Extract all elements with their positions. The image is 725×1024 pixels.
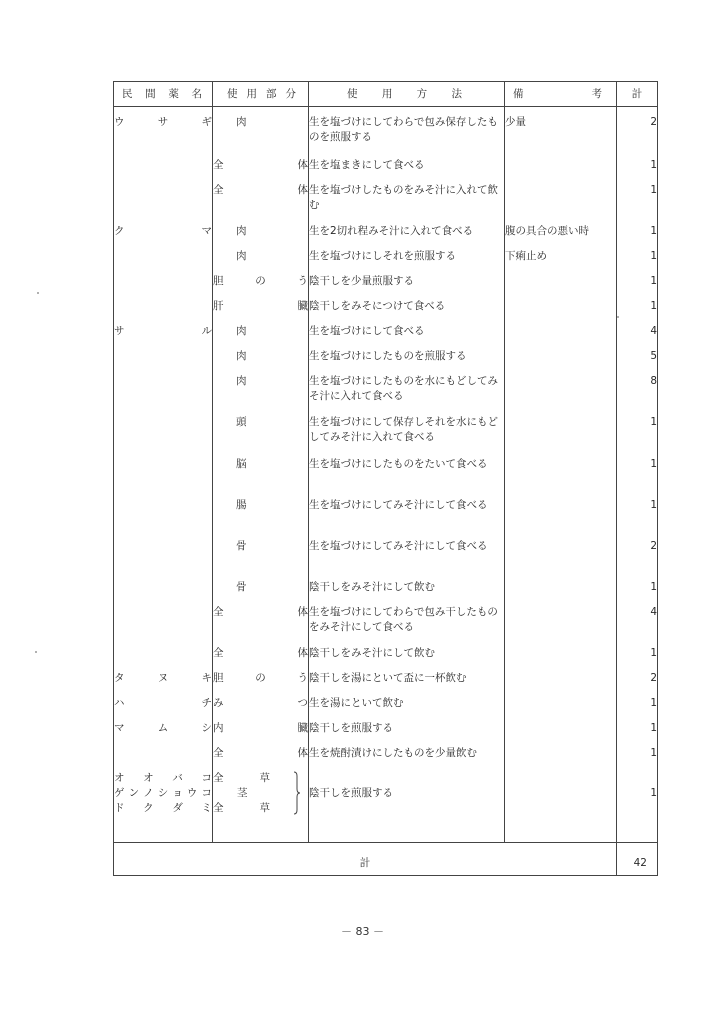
- table-row: [114, 407, 658, 449]
- cell-name: [114, 490, 213, 531]
- total-row: [114, 843, 658, 876]
- cell-name: [114, 341, 213, 366]
- cell-part: 脳: [213, 449, 309, 490]
- cell-method: 陰干しをみそ汁にして飲む: [309, 638, 505, 663]
- cell-name: [114, 241, 213, 266]
- cell-count: 1: [617, 638, 658, 663]
- cell-part: 内 臓: [213, 713, 309, 738]
- cell-note: 腹の具合の悪い時: [505, 216, 617, 241]
- cell-count: 1: [617, 572, 658, 597]
- cell-note: [505, 316, 617, 341]
- table-row: [114, 531, 658, 572]
- cell-name: マ ム シ: [114, 713, 213, 738]
- table-row: [114, 316, 658, 341]
- scan-speck: [617, 316, 619, 318]
- cell-count: 5: [617, 341, 658, 366]
- cell-note: [505, 763, 617, 843]
- cell-part: 胆 の う: [213, 266, 309, 291]
- cell-part: 肉: [213, 216, 309, 241]
- cell-name: ウ サ ギ: [114, 107, 213, 150]
- header-row: [114, 82, 658, 107]
- cell-part: 骨: [213, 572, 309, 597]
- cell-note: [505, 341, 617, 366]
- cell-name: [114, 638, 213, 663]
- scan-speck: [37, 292, 39, 294]
- table-row: [114, 663, 658, 688]
- cell-method: 生を塩づけにしたものを煎服する: [309, 341, 505, 366]
- cell-name: ク マ: [114, 216, 213, 241]
- cell-part: 肉: [213, 366, 309, 407]
- page-number: － 83 －: [341, 925, 384, 938]
- header-count: 計: [617, 82, 658, 107]
- cell-method: 生を塩づけにして保存しそれを水にもどしてみそ汁に入れて食べる: [309, 407, 505, 449]
- cell-count: 1: [617, 241, 658, 266]
- cell-count: 1: [617, 449, 658, 490]
- cell-method: 生を塩づけにしそれを煎服する: [309, 241, 505, 266]
- table-row: [114, 175, 658, 216]
- table-row: [114, 713, 658, 738]
- cell-part: 肉: [213, 241, 309, 266]
- cell-part: 全 体: [213, 150, 309, 175]
- cell-method: 生を塩づけにしたものを水にもどしてみそ汁に入れて食べる: [309, 366, 505, 407]
- cell-method: 陰干しをみそ汁にして飲む: [309, 572, 505, 597]
- cell-count: 2: [617, 663, 658, 688]
- cell-note: [505, 663, 617, 688]
- cell-part: 骨: [213, 531, 309, 572]
- cell-method: 生を塩づけにしてわらで包み干したものをみそ汁にして食べる: [309, 597, 505, 638]
- cell-method: 陰干しを煎服する: [309, 763, 505, 843]
- cell-method: 生を湯にといて飲む: [309, 688, 505, 713]
- cell-part: 肉: [213, 107, 309, 150]
- cell-part: 全 体: [213, 597, 309, 638]
- cell-method: 生を塩づけにしてみそ汁にして食べる: [309, 531, 505, 572]
- cell-count: 1: [617, 175, 658, 216]
- cell-part: 頭: [213, 407, 309, 449]
- cell-note: [505, 531, 617, 572]
- table-row: [114, 449, 658, 490]
- cell-note: [505, 638, 617, 663]
- cell-method: 生を塩づけにしてみそ汁にして食べる: [309, 490, 505, 531]
- cell-method: 生を塩まきにして食べる: [309, 150, 505, 175]
- cell-count: 1: [617, 490, 658, 531]
- cell-part: 肉: [213, 316, 309, 341]
- cell-note: [505, 150, 617, 175]
- cell-name: [114, 175, 213, 216]
- cell-name: タ ヌ キ: [114, 663, 213, 688]
- cell-count: 8: [617, 366, 658, 407]
- table-row: [114, 241, 658, 266]
- header-name: 民 間 薬 名: [114, 82, 213, 107]
- cell-method: 陰干しを湯にといて盃に一杯飲む: [309, 663, 505, 688]
- folk-medicine-table: [113, 81, 658, 876]
- cell-method: 生を塩づけにして食べる: [309, 316, 505, 341]
- cell-count: 1: [617, 763, 658, 843]
- cell-part: 全 体: [213, 638, 309, 663]
- cell-part: 腸: [213, 490, 309, 531]
- table-row: [114, 572, 658, 597]
- cell-count: 2: [617, 107, 658, 150]
- table-row: [114, 266, 658, 291]
- cell-method: 陰干しを煎服する: [309, 713, 505, 738]
- cell-note: [505, 713, 617, 738]
- cell-name: [114, 366, 213, 407]
- table-row-grouped: [114, 763, 658, 843]
- cell-count: 1: [617, 266, 658, 291]
- cell-name: [114, 572, 213, 597]
- cell-part: 肉: [213, 341, 309, 366]
- cell-part: 肝 臓: [213, 291, 309, 316]
- cell-name: サ ル: [114, 316, 213, 341]
- cell-note: 下痢止め: [505, 241, 617, 266]
- cell-count: 1: [617, 688, 658, 713]
- table-row: [114, 597, 658, 638]
- cell-method: 陰干しをみそにつけて食べる: [309, 291, 505, 316]
- table-row: [114, 216, 658, 241]
- table-row: [114, 688, 658, 713]
- cell-note: [505, 449, 617, 490]
- cell-part: み つ: [213, 688, 309, 713]
- cell-note: [505, 490, 617, 531]
- cell-note: [505, 407, 617, 449]
- cell-part: 全 体: [213, 175, 309, 216]
- cell-name: [114, 449, 213, 490]
- cell-note: [505, 266, 617, 291]
- cell-method: 生を塩づけにしたものをたいて食べる: [309, 449, 505, 490]
- scan-speck: [35, 651, 37, 653]
- cell-method: 生を塩づけにしてわらで包み保存したものを煎服する: [309, 107, 505, 150]
- cell-note: [505, 572, 617, 597]
- cell-note: [505, 291, 617, 316]
- table-body: [114, 107, 658, 876]
- cell-method: 生を焼酎漬けにしたものを少量飲む: [309, 738, 505, 763]
- cell-count: 1: [617, 291, 658, 316]
- total-label: 計: [114, 843, 617, 876]
- cell-part: 全 体: [213, 738, 309, 763]
- cell-count: 4: [617, 316, 658, 341]
- table-row: [114, 490, 658, 531]
- cell-count: 1: [617, 738, 658, 763]
- cell-count: 4: [617, 597, 658, 638]
- cell-count: 1: [617, 713, 658, 738]
- cell-name: [114, 150, 213, 175]
- right-brace-icon: [293, 771, 300, 815]
- table-row: [114, 107, 658, 150]
- cell-note: 少量: [505, 107, 617, 150]
- cell-name: [114, 407, 213, 449]
- cell-note: [505, 688, 617, 713]
- header-note: 備 考: [505, 82, 617, 107]
- header-method: 使 用 方 法: [309, 82, 505, 107]
- table-row: [114, 341, 658, 366]
- cell-name: [114, 291, 213, 316]
- table-row: [114, 366, 658, 407]
- cell-note: [505, 738, 617, 763]
- cell-method: 生を2切れ程みそ汁に入れて食べる: [309, 216, 505, 241]
- cell-name: ハ チ: [114, 688, 213, 713]
- header-part: 使 用 部 分: [213, 82, 309, 107]
- cell-method: 陰干しを少量煎服する: [309, 266, 505, 291]
- cell-part: 胆 の う: [213, 663, 309, 688]
- table-row: [114, 291, 658, 316]
- cell-name-group: オ オ バ コ ゲ ン ノ シ ョ ウ コ ド ク ダ ミ: [114, 763, 213, 843]
- cell-count: 1: [617, 216, 658, 241]
- cell-name: [114, 597, 213, 638]
- cell-note: [505, 597, 617, 638]
- cell-name: [114, 738, 213, 763]
- cell-part-group: 全 草 茎 全 草: [213, 763, 309, 843]
- total-count: 42: [617, 843, 658, 876]
- cell-note: [505, 175, 617, 216]
- cell-count: 2: [617, 531, 658, 572]
- cell-note: [505, 366, 617, 407]
- table-row: [114, 638, 658, 663]
- cell-name: [114, 531, 213, 572]
- cell-method: 生を塩づけしたものをみそ汁に入れて飲む: [309, 175, 505, 216]
- cell-count: 1: [617, 150, 658, 175]
- table-row: [114, 150, 658, 175]
- cell-count: 1: [617, 407, 658, 449]
- cell-name: [114, 266, 213, 291]
- table-row: [114, 738, 658, 763]
